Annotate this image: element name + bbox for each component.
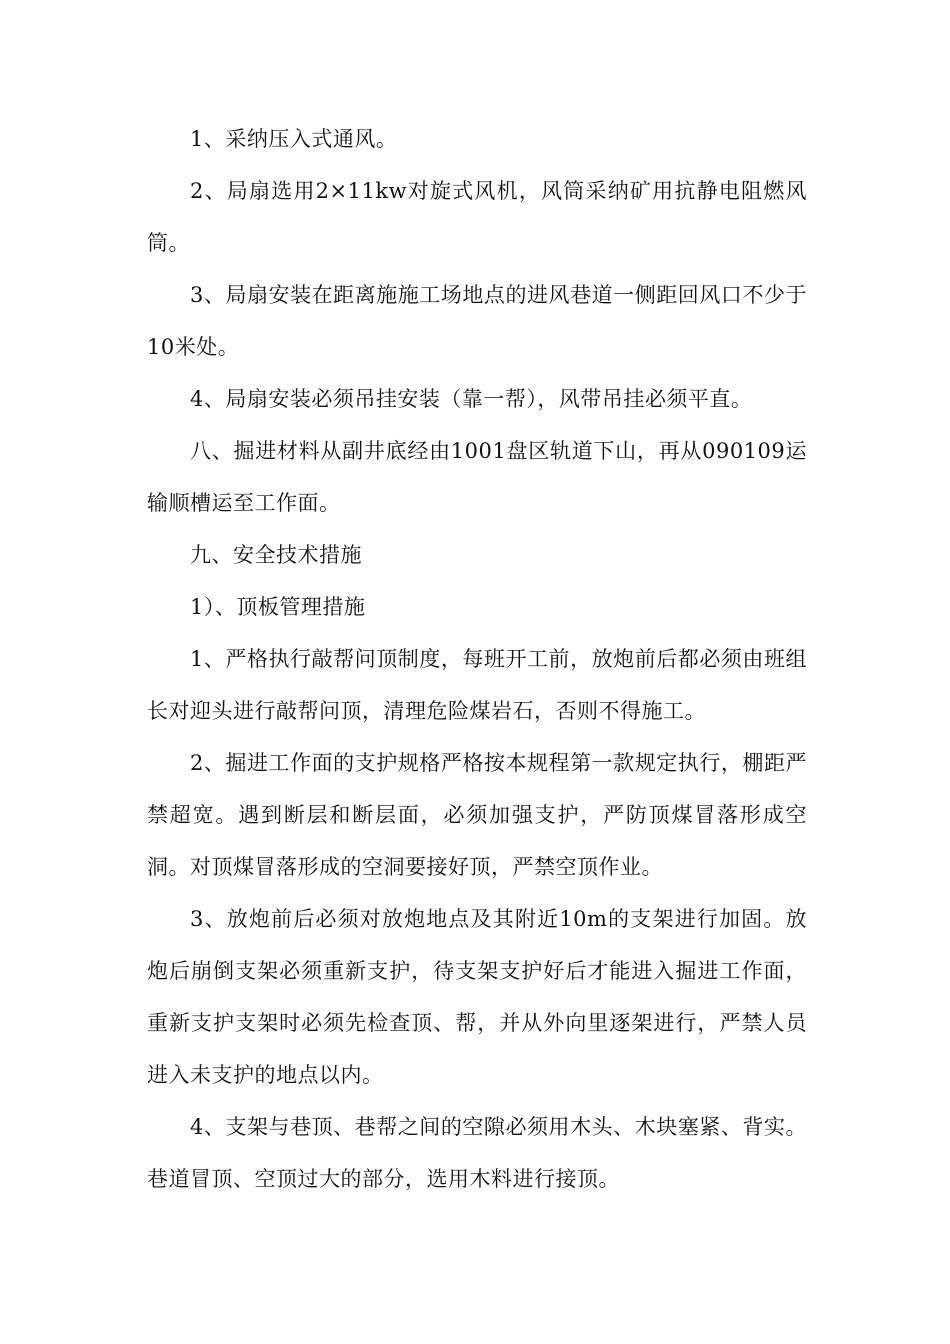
document-body bbox=[147, 113, 807, 1205]
paragraph-gap-filling: 4、支架与巷顶、巷帮之间的空隙必须用木头、木块塞紧、背实。巷道冒顶、空顶过大的部分，选用木料进行接顶。 bbox=[147, 1115, 807, 1191]
paragraph-fan-hanging: 4、局扇安装必须吊挂安装（靠一帮），风带吊挂必须平直。 bbox=[190, 387, 753, 411]
paragraph-ventilation-type: 1、采纳压入式通风。 bbox=[190, 127, 398, 151]
paragraph-material-transport: 八、掘进材料从副井底经由1001盘区轨道下山，再从090109运输顺槽运至工作面。 bbox=[147, 439, 807, 515]
section-heading-safety-measures: 九、安全技术措施 bbox=[190, 543, 362, 567]
paragraph-blasting-support: 3、放炮前后必须对放炮地点及其附近10m的支架进行加固。放炮后崩倒支架必须重新支护，待支架支护好后才能进入掘进工作面，重新支护支架时必须先检查顶、帮，并从外向里逐架进行，严禁人员进入未支护的地点以内。 bbox=[147, 907, 807, 1087]
paragraph-fan-installation-location: 3、局扇安装在距离施施工场地点的进风巷道一侧距回风口不少于10米处。 bbox=[147, 283, 807, 359]
paragraph-fan-selection: 2、局扇选用2×11kw对旋式风机，风筒采纳矿用抗静电阻燃风筒。 bbox=[147, 179, 807, 255]
paragraph-roof-inspection: 1、严格执行敲帮问顶制度，每班开工前，放炮前后都必须由班组长对迎头进行敲帮问顶，清理危险煤岩石，否则不得施工。 bbox=[147, 647, 807, 723]
paragraph-support-specification: 2、掘进工作面的支护规格严格按本规程第一款规定执行，棚距严禁超宽。遇到断层和断层面，必须加强支护，严防顶煤冒落形成空洞。对顶煤冒落形成的空洞要接好顶，严禁空顶作业。 bbox=[147, 751, 807, 879]
subsection-heading-roof-management: 1）、顶板管理措施 bbox=[190, 595, 366, 619]
